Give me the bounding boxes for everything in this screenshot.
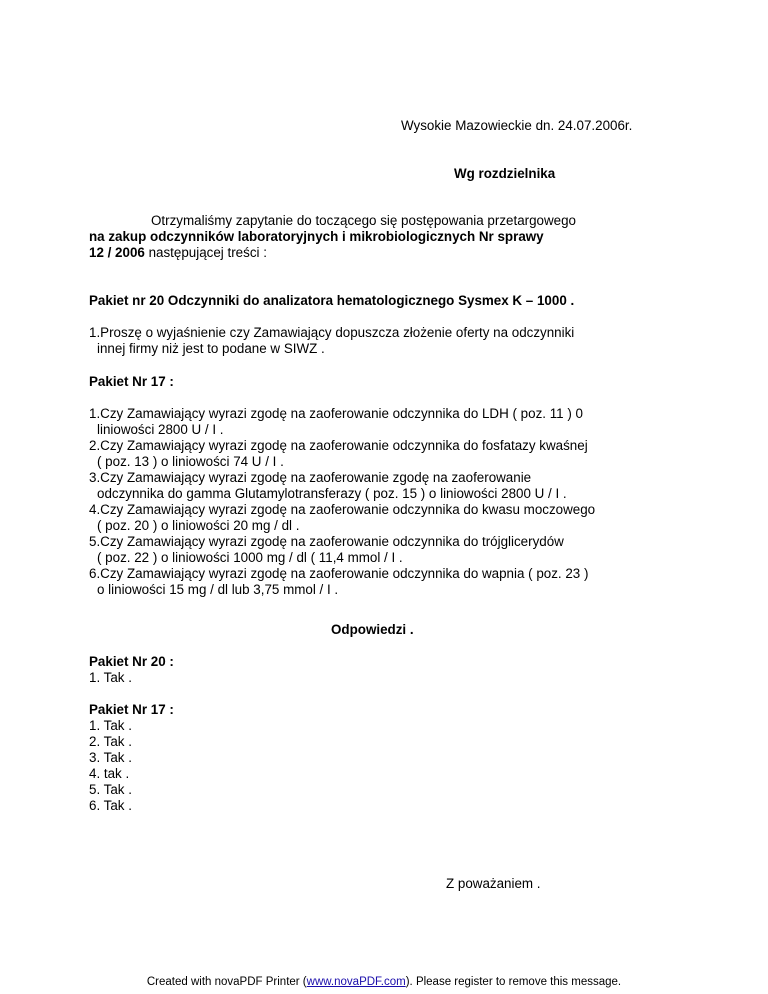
intro-paragraph	[89, 213, 576, 261]
answer-item: 1. Tak .	[89, 718, 132, 733]
pakiet17-question-line: 4.Czy Zamawiający wyrazi zgodę na zaoferowanie odczynnika do kwasu moczowego	[89, 502, 596, 517]
footer-link[interactable]: www.novaPDF.com	[306, 976, 406, 988]
footer-prefix: Created with novaPDF Printer (	[146, 976, 307, 988]
answer-item: 6. Tak .	[89, 798, 132, 813]
closing-regards: Z poważaniem .	[446, 876, 541, 891]
answer-item: 4. tak .	[89, 766, 130, 781]
answers-pakiet17-list	[89, 718, 132, 814]
pakiet17-question-line: ( poz. 22 ) o liniowości 1000 mg / dl ( 11,4 mmol / I .	[97, 550, 403, 565]
answer-item: 1. Tak .	[89, 670, 132, 685]
pakiet20-heading: Pakiet nr 20 Odczynniki do analizatora hematologicznego Sysmex K – 1000 .	[89, 293, 575, 308]
footer-suffix: ). Please register to remove this message.	[405, 976, 622, 988]
pakiet17-question-line: 5.Czy Zamawiający wyrazi zgodę na zaoferowanie odczynnika do trójglicerydów	[89, 534, 564, 549]
intro-line-3-rest: następującej treści :	[144, 245, 267, 260]
pakiet20-question	[89, 325, 574, 357]
recipient-line: Wg rozdzielnika	[454, 166, 556, 181]
pakiet17-question-line: 1.Czy Zamawiający wyrazi zgodę na zaoferowanie odczynnika do LDH ( poz. 11 ) 0	[89, 406, 583, 421]
intro-line-3	[89, 245, 576, 261]
pakiet17-question-line: 3.Czy Zamawiający wyrazi zgodę na zaoferowanie zgodę na zaoferowanie	[89, 470, 532, 485]
novapdf-footer	[0, 974, 768, 990]
pakiet17-question-line: o liniowości 15 mg / dl lub 3,75 mmol / I .	[97, 582, 339, 597]
pakiet20-question-line-1: 1.Proszę o wyjaśnienie czy Zamawiający dopuszcza złożenie oferty na odczynniki	[89, 325, 575, 340]
pakiet17-question-line: 2.Czy Zamawiający wyrazi zgodę na zaoferowanie odczynnika do fosfatazy kwaśnej	[89, 438, 588, 453]
pakiet17-question-line: odczynnika do gamma Glutamylotransferazy ( poz. 15 ) o liniowości 2800 U / I .	[97, 486, 567, 501]
pakiet17-heading: Pakiet Nr 17 :	[89, 374, 174, 389]
pakiet17-question-line: liniowości 2800 U / I .	[97, 422, 224, 437]
answers-pakiet20-heading: Pakiet Nr 20 :	[89, 654, 174, 669]
answer-item: 3. Tak .	[89, 750, 132, 765]
intro-line-1: Otrzymaliśmy zapytanie do toczącego się postępowania przetargowego	[151, 213, 577, 228]
pakiet17-question-line: ( poz. 20 ) o liniowości 20 mg / dl .	[97, 518, 300, 533]
pakiet20-question-line-2: innej firmy niż jest to podane w SIWZ .	[97, 341, 325, 356]
place-date: Wysokie Mazowieckie dn. 24.07.2006r.	[401, 118, 633, 133]
answers-pakiet20-list	[89, 670, 132, 686]
answer-item: 2. Tak .	[89, 734, 132, 749]
answers-heading: Odpowiedzi .	[331, 622, 414, 637]
answer-item: 5. Tak .	[89, 782, 132, 797]
intro-line-2: na zakup odczynników laboratoryjnych i mikrobiologicznych Nr sprawy	[89, 229, 544, 244]
pakiet17-question-line: ( poz. 13 ) o liniowości 74 U / I .	[97, 454, 284, 469]
pakiet17-questions	[89, 406, 595, 598]
case-number: 12 / 2006	[89, 245, 145, 260]
pakiet17-question-line: 6.Czy Zamawiający wyrazi zgodę na zaoferowanie odczynnika do wapnia ( poz. 23 )	[89, 566, 589, 581]
answers-pakiet17-heading: Pakiet Nr 17 :	[89, 702, 174, 717]
